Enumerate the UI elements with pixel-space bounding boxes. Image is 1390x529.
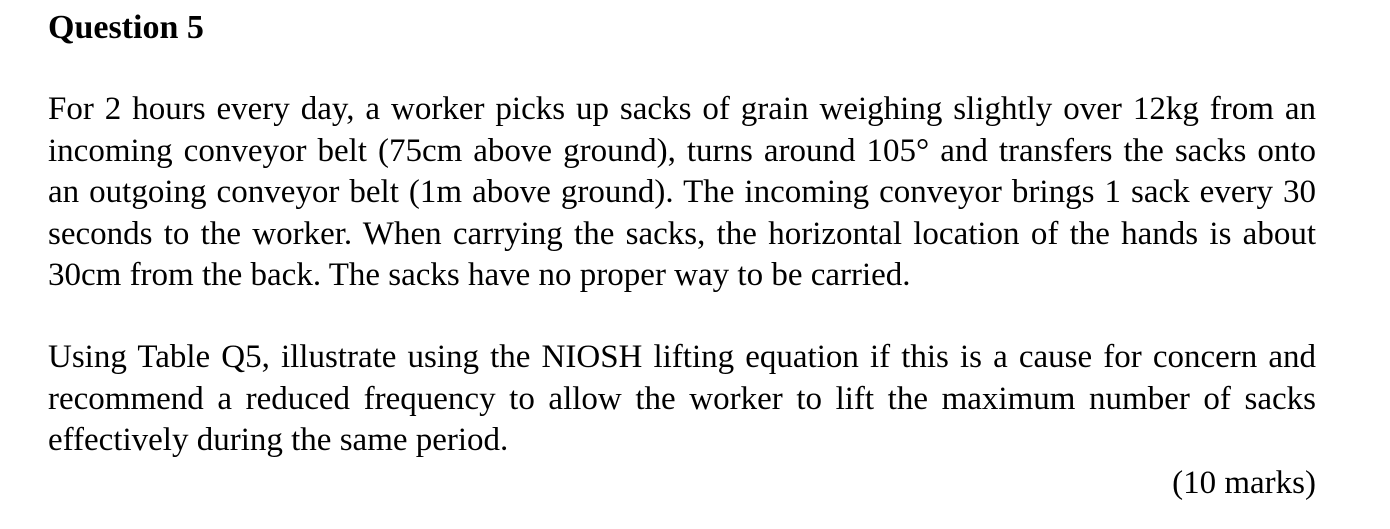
question-task-paragraph: Using Table Q5, illustrate using the NIOSH lifting equation if this is a cause for concern and recommend a reduced frequency to allow the worker to lift the maximum number of sacks effectively during the same period.: [48, 339, 1316, 458]
question-heading: Question 5: [48, 9, 204, 46]
question-scenario-paragraph: For 2 hours every day, a worker picks up sacks of grain weighing slightly over 12kg from an incoming conveyor belt (75cm above ground), turns around 105° and transfers the sacks onto an outgoing conveyor belt (1m above ground). The incoming conveyor brings 1 sack every 30 seconds to the worker. When carrying the sacks, the horizontal location of the hands is about 30cm from the back. The sacks have no proper way to be carried.: [48, 91, 1316, 293]
question-document: [48, 0, 1316, 529]
marks-label: (10 marks): [1172, 465, 1316, 501]
